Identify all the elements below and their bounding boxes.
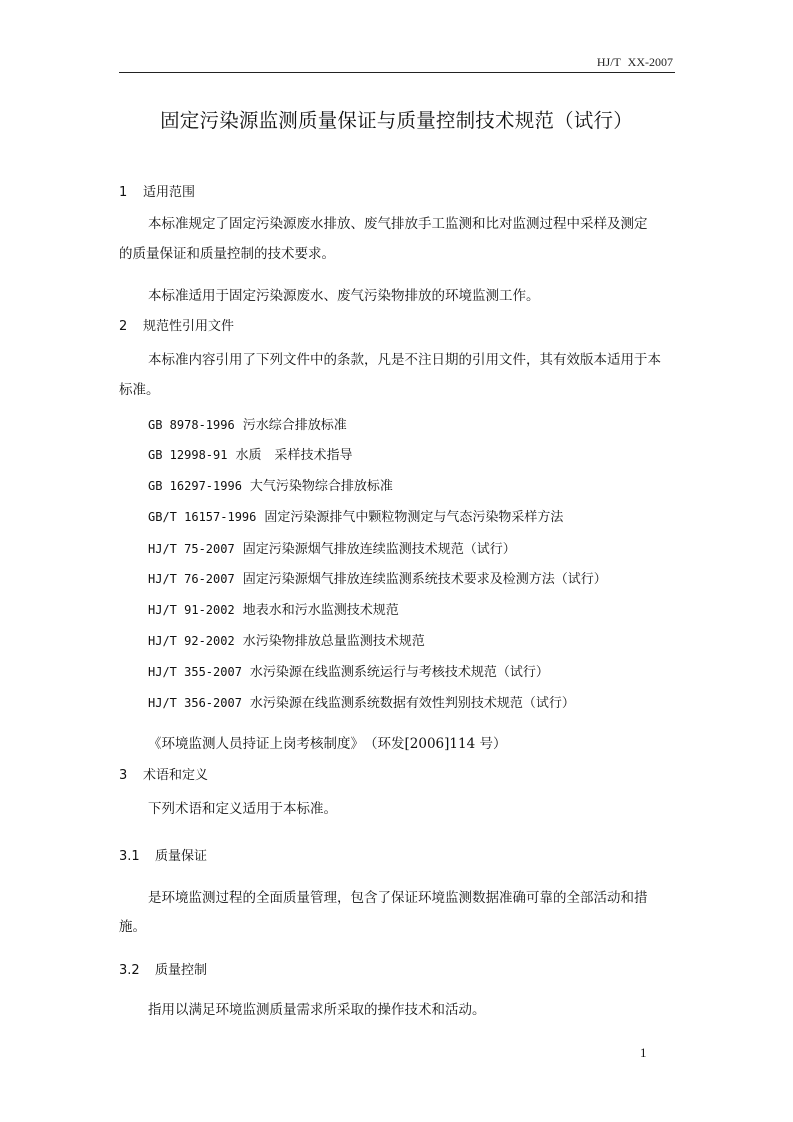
reference-item: HJ/T 91-2002 地表水和污水监测技术规范 xyxy=(148,603,399,618)
section-2-paragraph-1-line-1: 本标准内容引用了下列文件中的条款，凡是不注日期的引用文件，其有效版本适用于本 xyxy=(148,352,661,368)
section-3-1-heading xyxy=(119,848,207,866)
reference-item: HJ/T 356-2007 水污染源在线监测系统数据有效性判别技术规范（试行） xyxy=(148,696,575,711)
section-number: 1 xyxy=(119,185,128,200)
section-3-2-paragraph: 指用以满足环境监测质量需求所采取的操作技术和活动。 xyxy=(148,1002,486,1018)
section-1-heading xyxy=(119,184,195,202)
reference-item: HJ/T 355-2007 水污染源在线监测系统运行与考核技术规范（试行） xyxy=(148,665,549,680)
section-title: 适用范围 xyxy=(143,185,196,200)
section-3-heading xyxy=(119,767,208,785)
reference-item: GB 16297-1996 大气污染物综合排放标准 xyxy=(148,479,393,494)
section-number: 3 xyxy=(119,768,128,783)
reference-item: HJ/T 75-2007 固定污染源烟气排放连续监测技术规范（试行） xyxy=(148,542,516,557)
section-number: 3.1 xyxy=(119,849,140,864)
reference-item: GB/T 16157-1996 固定污染源排气中颗粒物测定与气态污染物采样方法 xyxy=(148,510,564,525)
section-1-paragraph-1-line-1: 本标准规定了固定污染源废水排放、废气排放手工监测和比对监测过程中采样及测定 xyxy=(148,216,648,232)
section-3-2-heading xyxy=(119,962,207,980)
reference-item: HJ/T 76-2007 固定污染源烟气排放连续监测系统技术要求及检测方法（试行） xyxy=(148,572,607,587)
reference-item: GB 8978-1996 污水综合排放标准 xyxy=(148,418,347,433)
section-2-heading xyxy=(119,318,234,336)
header-rule xyxy=(119,72,675,73)
section-title: 质量保证 xyxy=(155,849,208,864)
section-number: 3.2 xyxy=(119,963,140,978)
section-title: 术语和定义 xyxy=(143,768,209,783)
page-number: 1 xyxy=(640,1045,647,1060)
reference-item: HJ/T 92-2002 水污染物排放总量监测技术规范 xyxy=(148,634,425,649)
section-1-paragraph-2: 本标准适用于固定污染源废水、废气污染物排放的环境监测工作。 xyxy=(148,288,540,304)
section-title: 质量控制 xyxy=(155,963,208,978)
reference-item: GB 12998-91 水质 采样技术指导 xyxy=(148,448,353,463)
section-1-paragraph-1-line-2: 的质量保证和质量控制的技术要求。 xyxy=(119,246,335,262)
reference-item-regulation: 《环境监测人员持证上岗考核制度》 （环发[2006]114 号） xyxy=(148,736,507,752)
header-code: HJ/T XX-2007 xyxy=(596,55,673,69)
section-title: 规范性引用文件 xyxy=(143,319,235,334)
section-3-1-paragraph-line-1: 是环境监测过程的全面质量管理，包含了保证环境监测数据准确可靠的全部活动和措 xyxy=(148,890,648,906)
section-2-paragraph-1-line-2: 标准。 xyxy=(119,382,160,398)
document-title: 固定污染源监测质量保证与质量控制技术规范（试行） xyxy=(160,109,633,132)
section-number: 2 xyxy=(119,319,128,334)
section-3-paragraph: 下列术语和定义适用于本标准。 xyxy=(148,801,337,817)
section-3-1-paragraph-line-2: 施。 xyxy=(119,919,146,935)
